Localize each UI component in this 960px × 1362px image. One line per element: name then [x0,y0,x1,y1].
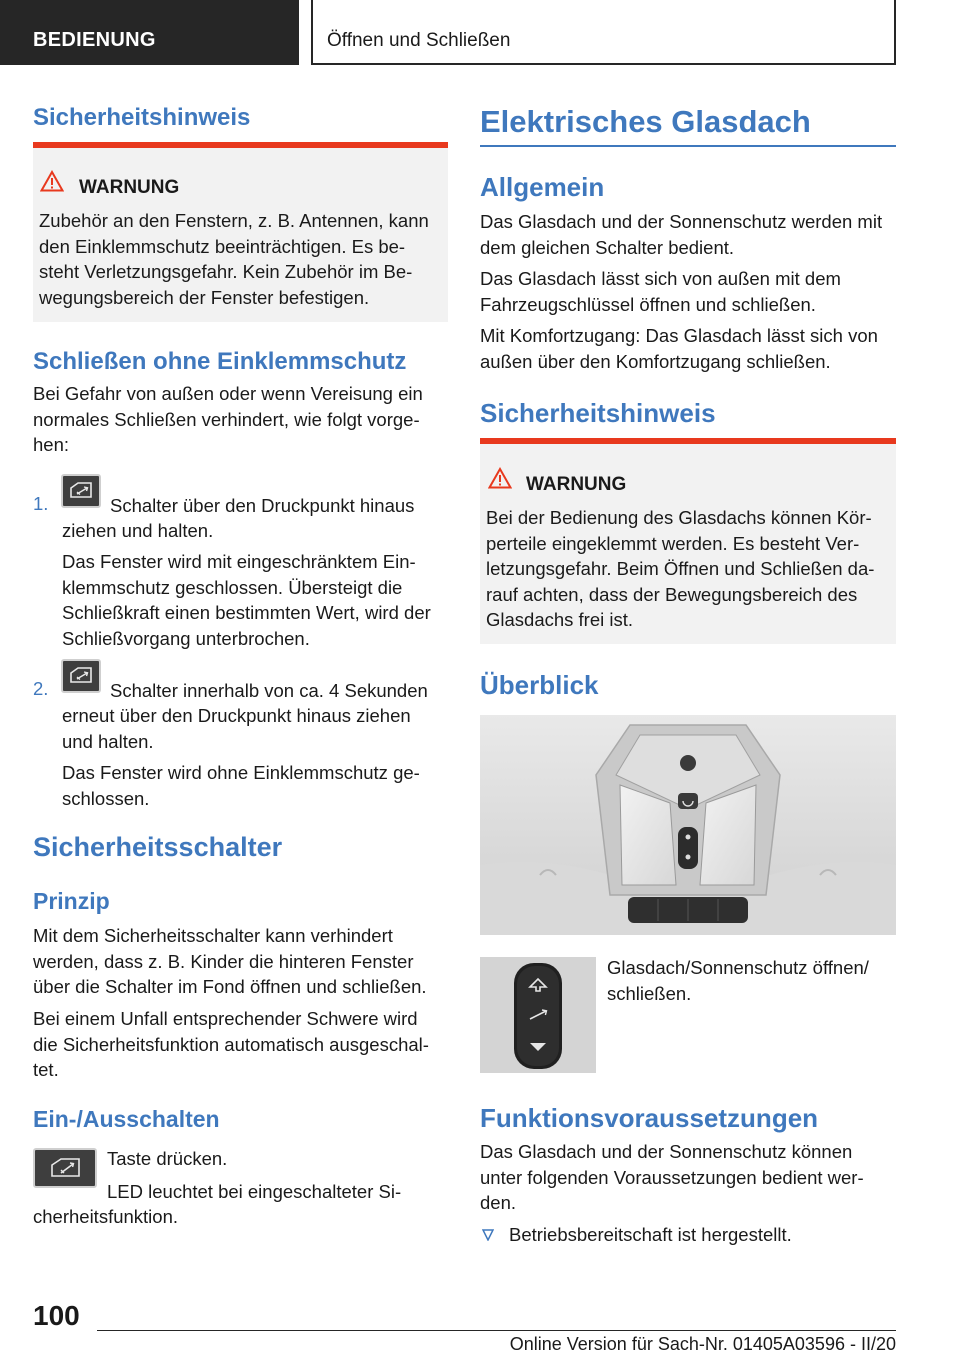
warning-text: Zubehör an den Fenstern, z. B. Antennen, kann den Einklemmschutz beeinträchtigen. Es be‐ steht Verletzungsgefahr. Kein Zubehör im Be‐ wegungsbereich der Fenster befestigen. [39,210,429,308]
step-text: Schalter innerhalb von ca. 4 Sekunden [110,680,428,701]
footer-rule [97,1330,896,1331]
principle-paragraph-2: Bei einem Unfall entsprechender Schwere wird die Sicherheitsfunktion automatisch ausgeschal‐ tet. [33,1008,429,1080]
warning-box-glass-roof [480,438,896,644]
heading-safety-right: Sicherheitshinweis [480,398,716,428]
general-paragraph-1: Das Glasdach und der Sonnenschutz werden mit dem gleichen Schalter bedient. [480,211,883,258]
warning-triangle-icon [488,467,512,489]
warning-triangle-icon [40,170,64,192]
step-number: 2. [33,678,49,699]
onoff-line-2: LED leuchtet bei eingeschalteter Si‐ [107,1181,402,1202]
step-note: Das Fenster wird mit eingeschränktem Ein‐ klemmschutz geschlossen. Übersteigt die Schließkraft einen bestimmten Wert, wird der Schließvorgang unterbrochen. [62,551,431,649]
overhead-console-image [480,715,896,935]
bullet-triangle-icon [482,1229,494,1241]
warning-text: Bei der Bedienung des Glasdachs können Kör‐ perteile eingeklemmt werden. Es besteht Ver‐ letzungsgefahr. Beim Öffnen und Schließen da‐ rauf achten, dass der Bewegungsbereich des Glasdachs frei ist. [486,507,875,630]
heading-on-off: Ein-/Ausschalten [33,1106,220,1132]
requirement-item: Betriebsbereitschaft ist hergestellt. [509,1224,792,1245]
heading-general: Allgemein [480,172,605,202]
general-paragraph-2: Das Glasdach lässt sich von außen mit dem Fahrzeugschlüssel öffnen und schließen. [480,268,841,315]
step-number: 1. [33,493,49,514]
heading-requirements: Funktionsvoraussetzungen [480,1103,819,1133]
page-number: 100 [33,1300,80,1331]
heading-safety-left: Sicherheitshinweis [33,104,251,131]
header-chapter-tab [311,0,896,65]
window-switch-icon [61,474,101,508]
step-text-cont: ziehen und halten. [62,520,214,541]
image-caption: Glasdach/Sonnenschutz öffnen/ schließen. [607,957,869,1004]
heading-overview: Überblick [480,670,599,700]
step-note: Das Fenster wird ohne Einklemmschutz ge‐ schlossen. [62,762,420,809]
requirements-paragraph: Das Glasdach und der Sonnenschutz können unter folgenden Voraussetzungen bedient wer‐ den. [480,1141,864,1213]
heading-safety-switch: Sicherheitsschalter [33,832,283,862]
page-title: Elektrisches Glasdach [480,104,811,139]
step-text: Schalter über den Druckpunkt hinaus [110,495,415,516]
warning-title: WARNUNG [79,177,180,198]
header-section-tab [0,0,299,65]
header-chapter-label: Öffnen und Schließen [327,30,511,51]
footer-version-text: Online Version für Sach-Nr. 01405A03596 - II/20 [509,1334,896,1354]
onoff-line-1: Taste drücken. [107,1148,228,1169]
closing-intro: Bei Gefahr von außen oder wenn Vereisung ein normales Schließen verhindert, wie folgt vorge‐ hen: [33,383,423,455]
warning-title: WARNUNG [526,474,627,495]
heading-closing-without-protection: Schließen ohne Einklemmschutz [33,348,407,375]
window-switch-icon [61,659,101,693]
safety-switch-icon [33,1148,97,1188]
glass-roof-switch-image [480,957,596,1073]
header-section-label: BEDIENUNG [33,29,156,51]
onoff-line-3: cherheitsfunktion. [33,1206,179,1227]
heading-principle: Prinzip [33,888,110,914]
warning-box-windows [33,142,448,322]
general-paragraph-3: Mit Komfortzugang: Das Glasdach lässt sich von außen über den Komfortzugang schließen. [480,325,878,372]
principle-paragraph-1: Mit dem Sicherheitsschalter kann verhindert werden, dass z. B. Kinder die hinteren Fenster über die Schalter im Fond öffnen und schließen. [33,925,427,997]
title-rule [480,145,896,147]
step-text-cont: erneut über den Druckpunkt hinaus ziehen und halten. [62,705,411,752]
